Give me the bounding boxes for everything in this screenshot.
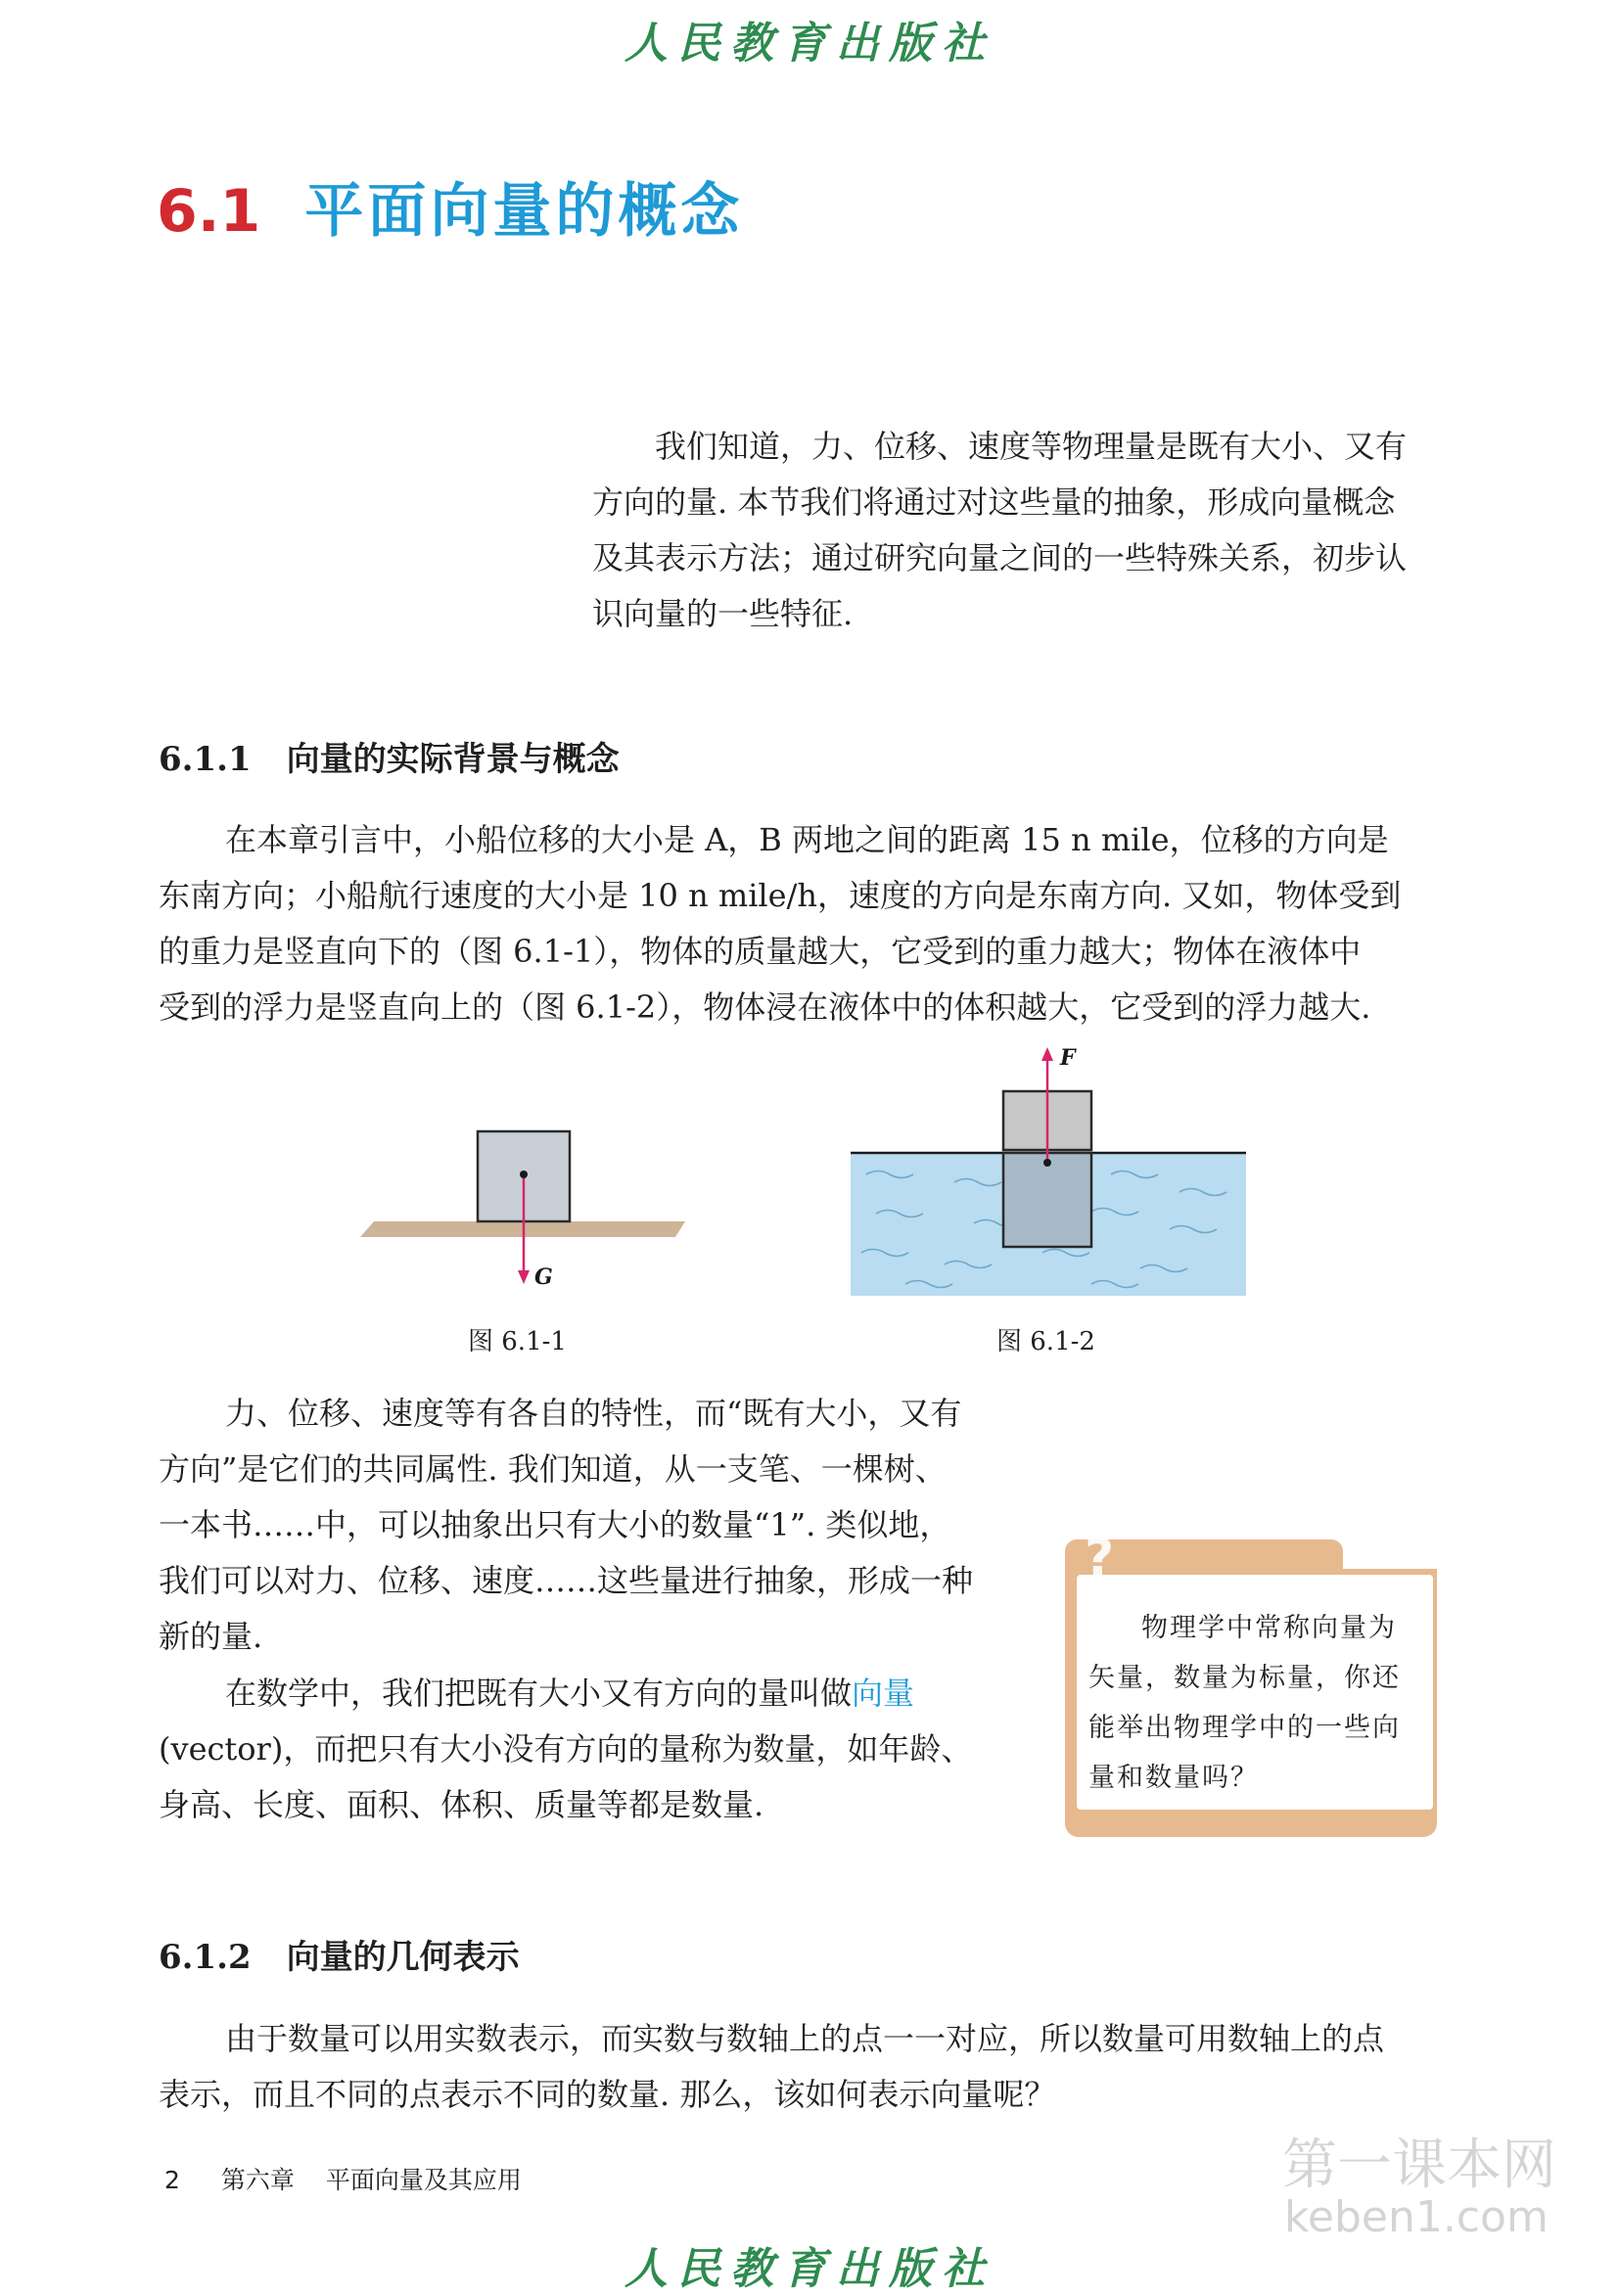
para-line: 受到的浮力是竖直向上的（图 6.1-2），物体浸在液体中的体积越大，它受到的浮力越大. [159, 988, 1371, 1026]
intro-paragraph [592, 419, 1407, 642]
intro-line: 方向的量. 本节我们将通过对这些量的抽象，形成向量概念 [592, 483, 1396, 521]
figure-gravity [352, 1116, 695, 1292]
chapter-title: 平面向量及其应用 [325, 2166, 522, 2194]
question-line: 量和数量吗？ [1088, 1763, 1259, 1793]
watermark-url: keben1.com [1284, 2192, 1549, 2242]
question-mark-icon: ? [1085, 1532, 1115, 1587]
para-line: 方向”是它们的共同属性. 我们知道，从一支笔、一棵树、 [159, 1450, 947, 1488]
para-line [159, 1666, 972, 1722]
question-line: 物理学中常称向量为 [1141, 1613, 1397, 1643]
para-line: 新的量. [159, 1618, 263, 1655]
subsection-number: 6.1.1 [159, 740, 252, 779]
center-point [1043, 1159, 1051, 1167]
question-line: 矢量，数量为标量，你还 [1088, 1663, 1401, 1693]
subsection-title: 向量的实际背景与概念 [286, 740, 620, 779]
buoyancy-arrow-head [1041, 1047, 1053, 1061]
para-line: 由于数量可以用实数表示，而实数与数轴上的点一一对应，所以数量可用数轴上的点 [225, 2020, 1385, 2057]
publisher-footer: 人民教育出版社 [624, 2244, 995, 2294]
para-text: 在数学中，我们把既有大小又有方向的量叫做 [225, 1675, 853, 1712]
intro-line: 识向量的一些特征. [592, 595, 854, 632]
paragraph-2 [159, 1386, 973, 1665]
publisher-header: 人民教育出版社 [624, 19, 995, 69]
para-line: 表示，而且不同的点表示不同的数量. 那么，该如何表示向量呢？ [159, 2076, 1056, 2113]
para-line: 东南方向；小船航行速度的大小是 10 n mile/h，速度的方向是东南方向. 又如，物体受到 [159, 877, 1402, 914]
section-heading [157, 164, 743, 249]
subsection-heading-1 [159, 732, 620, 780]
figure-buoyancy [847, 1037, 1258, 1302]
para-line: 在本章引言中，小船位移的大小是 A，B 两地之间的距离 15 n mile，位移的方向是 [225, 821, 1389, 858]
paragraph-4 [159, 2011, 1384, 2123]
figure-caption-2: 图 6.1-2 [996, 1327, 1095, 1356]
center-point [520, 1171, 528, 1178]
intro-line: 我们知道，力、位移、速度等物理量是既有大小、又有 [655, 428, 1408, 465]
para-line: (vector)，而把只有大小没有方向的量称为数量，如年龄、 [159, 1730, 973, 1768]
question-line: 能举出物理学中的一些向 [1088, 1713, 1401, 1743]
section-title: 平面向量的概念 [304, 177, 744, 246]
gravity-arrow-head [518, 1270, 530, 1284]
para-line: 我们可以对力、位移、速度……这些量进行抽象，形成一种 [159, 1562, 974, 1599]
subsection-title: 向量的几何表示 [286, 1938, 520, 1977]
block-submerged [1003, 1153, 1091, 1247]
page-footer [164, 2161, 522, 2196]
paragraph-3 [159, 1666, 972, 1833]
chapter-number: 第六章 [220, 2166, 295, 2194]
watermark-title: 第一课本网 [1282, 2134, 1556, 2197]
para-line: 力、位移、速度等有各自的特性，而“既有大小，又有 [225, 1395, 962, 1432]
section-number: 6.1 [157, 177, 261, 246]
question-box-text [1088, 1603, 1401, 1803]
intro-line: 及其表示方法；通过研究向量之间的一些特殊关系，初步认 [592, 539, 1408, 576]
subsection-heading-2 [159, 1930, 520, 1978]
para-line: 身高、长度、面积、体积、质量等都是数量. [159, 1786, 764, 1823]
term-vector: 向量 [852, 1675, 915, 1712]
page-number: 2 [164, 2166, 180, 2194]
gravity-label: G [534, 1264, 553, 1290]
buoyancy-label: F [1060, 1045, 1076, 1071]
figure-caption-1: 图 6.1-1 [468, 1327, 567, 1356]
subsection-number: 6.1.2 [159, 1938, 252, 1977]
paragraph-1 [159, 812, 1401, 1035]
para-line: 的重力是竖直向下的（图 6.1-1），物体的质量越大，它受到的重力越大；物体在液体中 [159, 933, 1362, 970]
para-line: 一本书……中，可以抽象出只有大小的数量“1”. 类似地， [159, 1506, 951, 1543]
